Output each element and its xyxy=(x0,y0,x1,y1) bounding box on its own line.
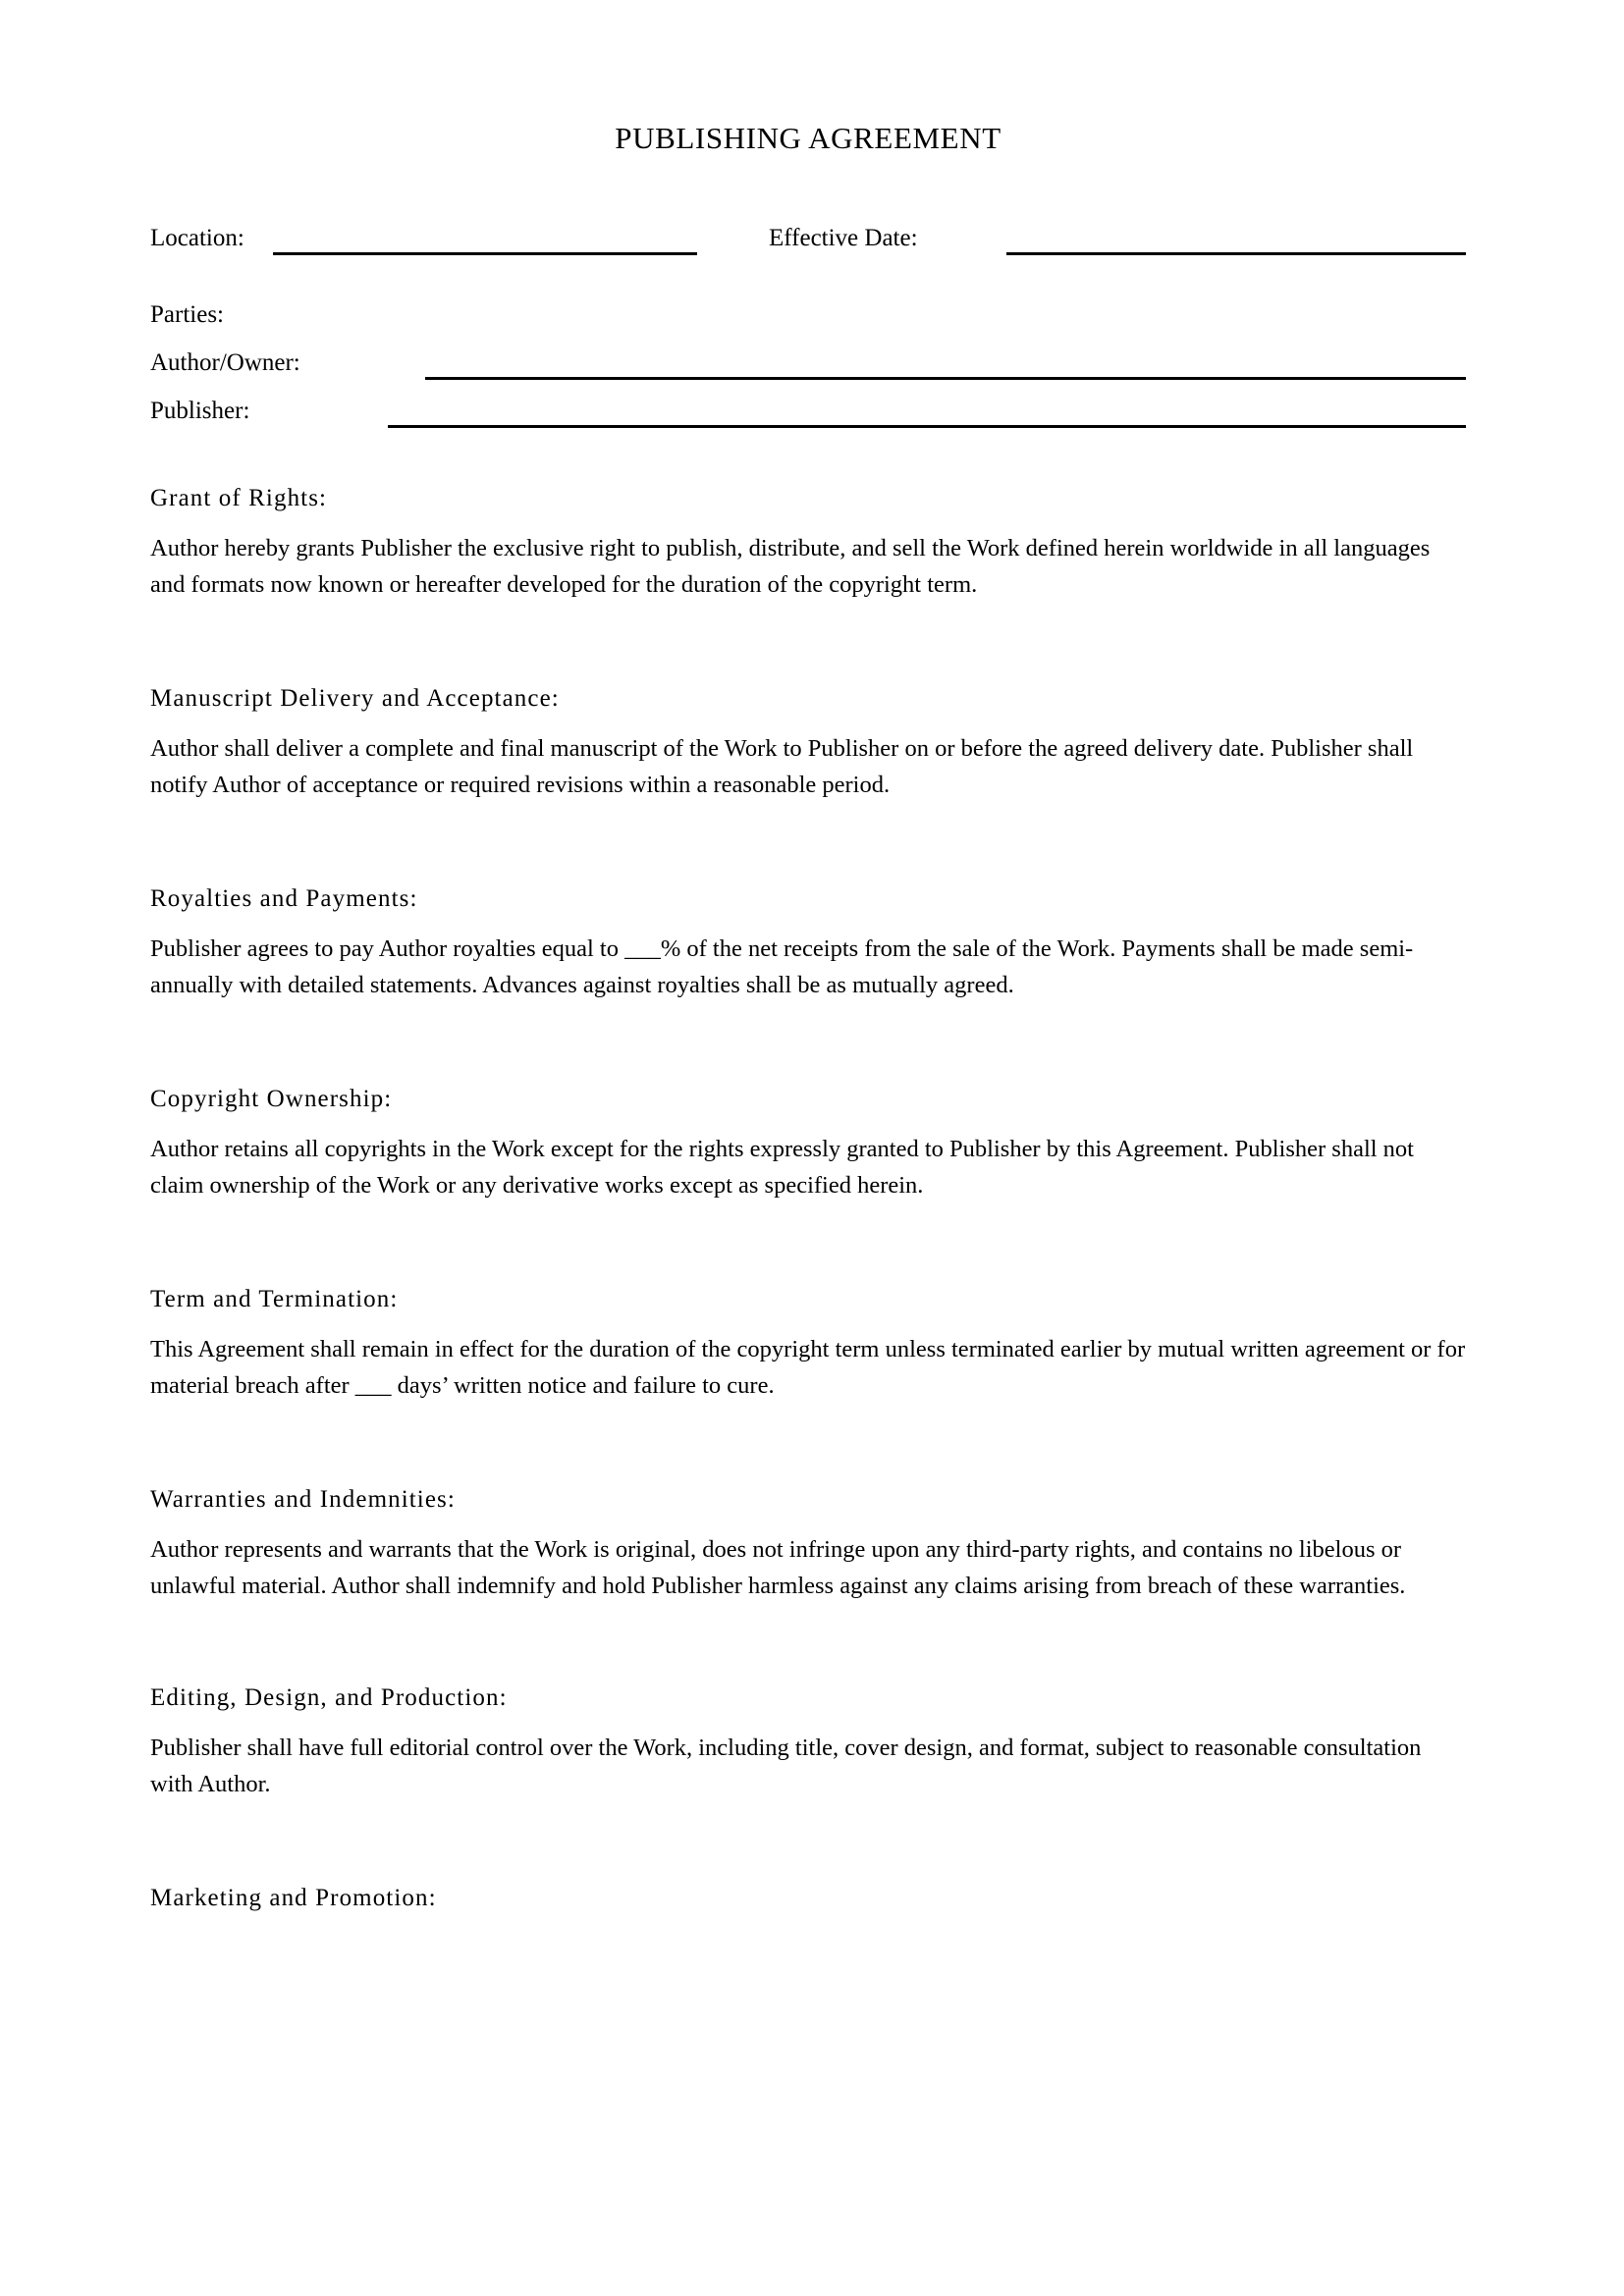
section-body: This Agreement shall remain in effect for the duration of the copyright term unless terminated earlier by mutual written agreement or for material breach after ___ days’ written notice and failure to cure. xyxy=(150,1336,1466,1400)
publisher-label: Publisher: xyxy=(150,398,250,425)
section-heading: Warranties and Indemnities: xyxy=(150,1486,456,1514)
section-copyright-ownership xyxy=(150,1084,1466,1203)
author-owner-label: Author/Owner: xyxy=(150,349,300,377)
section-body: Publisher shall have full editorial control over the Work, including title, cover design, and format, subject to reasonable consultation with Author. xyxy=(150,1735,1422,1798)
section-marketing-and-promotion xyxy=(150,1883,1466,1914)
parties-heading: Parties: xyxy=(150,301,224,329)
section-editing-design-production xyxy=(150,1682,1466,1802)
effective-date-label: Effective Date: xyxy=(769,225,918,252)
section-heading: Royalties and Payments: xyxy=(150,885,418,913)
section-body: Publisher agrees to pay Author royalties equal to ___% of the net receipts from the sale of the Work. Payments shall be made semi-annually with detailed statements. Advances against royalties shall be as mutually agreed. xyxy=(150,935,1414,999)
header-fields xyxy=(150,224,1466,269)
section-grant-of-rights xyxy=(150,483,1466,603)
section-heading: Editing, Design, and Production: xyxy=(150,1684,508,1712)
section-body: Author represents and warrants that the Work is original, does not infringe upon any third-party rights, and contains no libelous or unlawful material. Author shall indemnify and hold Publisher harmless against any claims arising from breach of these warranties. xyxy=(150,1536,1406,1600)
section-term-and-termination xyxy=(150,1284,1466,1404)
author-owner-input-rule[interactable] xyxy=(425,377,1466,380)
publisher-input-rule[interactable] xyxy=(388,425,1466,428)
section-warranties-and-indemnities xyxy=(150,1484,1466,1604)
section-body: Author shall deliver a complete and final manuscript of the Work to Publisher on or before the agreed delivery date. Publisher shall notify Author of acceptance or required revisions within a reasonable period. xyxy=(150,735,1414,799)
section-body: Author retains all copyrights in the Work except for the rights expressly granted to Publisher by this Agreement. Publisher shall not claim ownership of the Work or any derivative works except as specified herein. xyxy=(150,1136,1414,1200)
location-input-rule[interactable] xyxy=(273,252,697,255)
section-heading: Copyright Ownership: xyxy=(150,1086,393,1113)
section-heading: Manuscript Delivery and Acceptance: xyxy=(150,685,560,713)
effective-date-input-rule[interactable] xyxy=(1006,252,1466,255)
document-content xyxy=(150,0,1466,1930)
section-heading: Term and Termination: xyxy=(150,1286,399,1313)
section-manuscript-delivery xyxy=(150,683,1466,803)
parties-block xyxy=(150,300,1466,438)
page-title: PUBLISHING AGREEMENT xyxy=(615,121,1001,155)
section-body: Author hereby grants Publisher the exclusive right to publish, distribute, and sell the Work defined herein worldwide in all languages and formats now known or hereafter developed for the duration of the copyright term. xyxy=(150,535,1431,599)
location-label: Location: xyxy=(150,225,244,252)
section-royalties-and-payments xyxy=(150,883,1466,1003)
section-heading: Marketing and Promotion: xyxy=(150,1885,437,1912)
section-heading: Grant of Rights: xyxy=(150,485,328,512)
